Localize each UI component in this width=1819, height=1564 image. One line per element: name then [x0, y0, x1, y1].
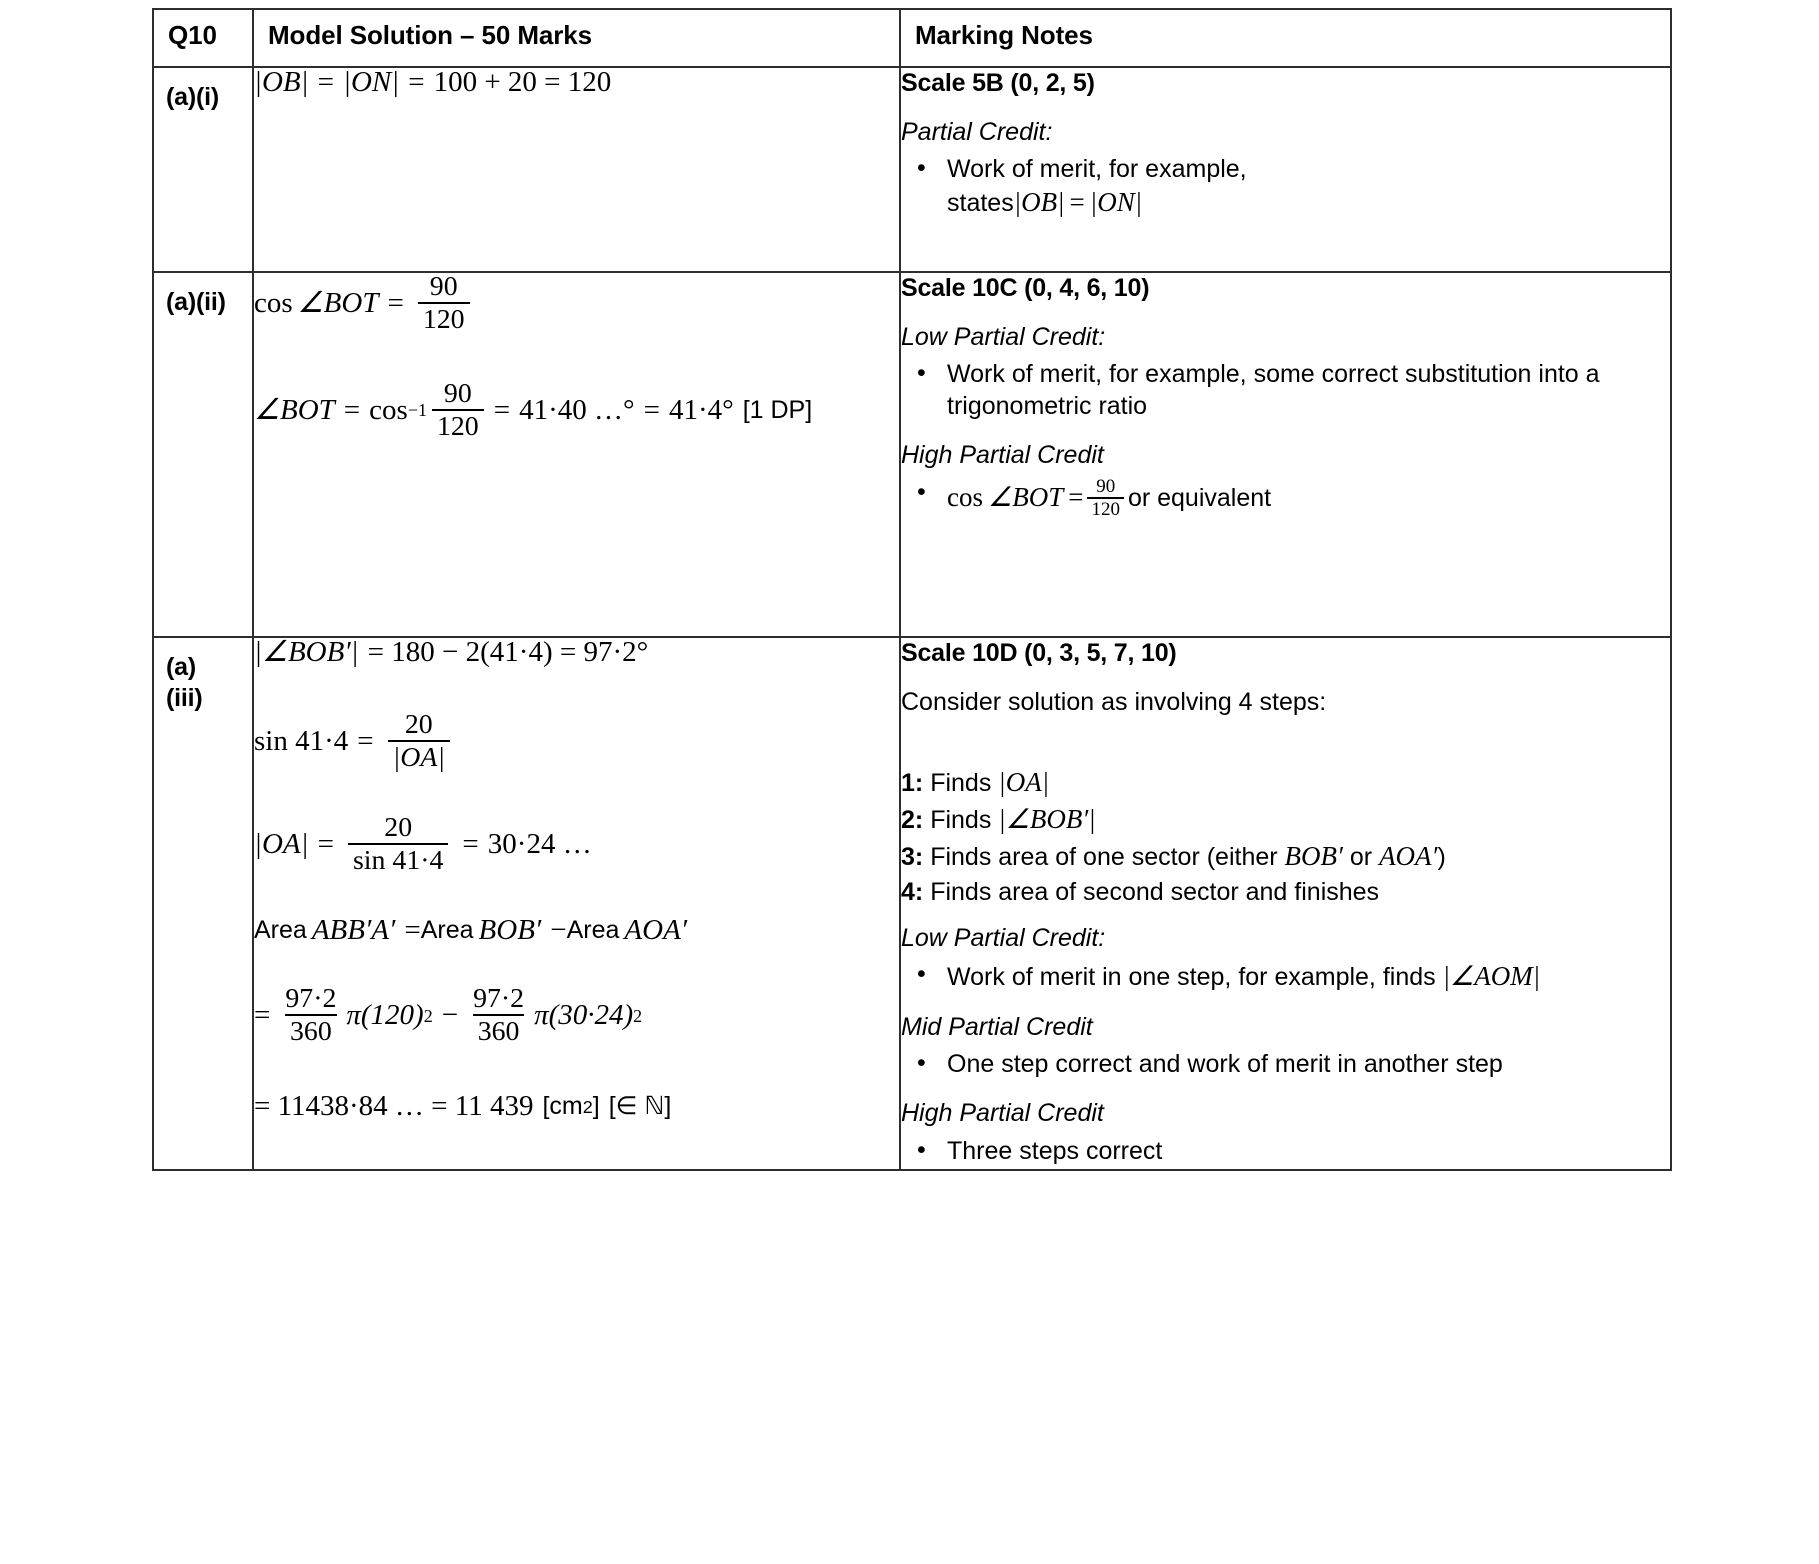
- math-bobprime: BOB′: [478, 914, 542, 947]
- partial-credit-heading-a-i: Partial Credit:: [901, 117, 1053, 146]
- math-sin-41-4: sin 41·4: [254, 724, 349, 757]
- fraction-90-over-120: [1087, 477, 1124, 519]
- step-number: 2:: [901, 806, 924, 835]
- math-oa: |OA|: [254, 827, 309, 860]
- list-item: • Three steps correct: [947, 1135, 1670, 1167]
- solution-line-a-ii-2: [254, 377, 899, 442]
- math-on: |ON|: [342, 66, 400, 98]
- step-item-2: [901, 802, 1670, 837]
- step-item-4: [901, 876, 1670, 909]
- math-equals-2: =: [462, 827, 479, 860]
- math-angle-bob-prime: |∠BOB′|: [998, 804, 1096, 835]
- solution-line-a-iii-3: [254, 811, 899, 876]
- math-exponent-1: 2: [423, 1005, 433, 1026]
- fraction-numerator: 90: [1096, 475, 1116, 497]
- header-cell-notes: [900, 9, 1671, 67]
- steps-intro-text: Consider solution as involving 4 steps:: [901, 687, 1327, 716]
- math-pi-term-2: π(30·24): [534, 999, 634, 1032]
- step-number: 4:: [901, 878, 924, 907]
- low-partial-credit-heading-a-iii: Low Partial Credit:: [901, 923, 1106, 952]
- math-inverse-exponent: −1: [407, 400, 427, 421]
- math-equals: =: [404, 914, 421, 947]
- low-partial-credit-heading-a-ii: Low Partial Credit:: [901, 322, 1106, 351]
- math-minus: −: [441, 999, 459, 1032]
- math-equals: =: [1069, 187, 1085, 217]
- solution-line-a-ii-1: [254, 273, 899, 334]
- decimal-place-note: [1 DP]: [742, 395, 813, 424]
- scale-label-a-iii: Scale 10D (0, 3, 5, 7, 10): [901, 639, 1177, 667]
- question-label-a-ii: (a)(ii): [166, 288, 226, 316]
- solution-cell-a-ii: [253, 272, 900, 637]
- math-angle-bot: ∠BOT: [254, 393, 335, 426]
- fraction-numerator: 90: [443, 377, 472, 409]
- fraction-90-over-120: [432, 377, 484, 442]
- header-question-label: Q10: [168, 20, 217, 50]
- solution-line-a-iii-6: [254, 1092, 899, 1121]
- math-equals-1: =: [317, 827, 334, 860]
- question-label-cell-a-ii: [153, 272, 253, 637]
- spacer: [901, 735, 1670, 765]
- list-item: • One step correct and work of merit in another step: [947, 1048, 1670, 1080]
- table-header-row: [153, 9, 1671, 67]
- question-label-line1: (a): [166, 653, 196, 681]
- fraction-numerator: 20: [404, 709, 433, 740]
- math-abbprimeaprime: ABB′A′: [311, 914, 396, 947]
- math-angle-bot: ∠BOT: [988, 482, 1064, 513]
- step-item-3: [901, 839, 1670, 874]
- step-text: Finds area of second sector and finishes: [930, 878, 1380, 907]
- low-credit-bullet-list-a-iii: [901, 959, 1670, 994]
- step-item-1: [901, 765, 1670, 800]
- question-label-a-i: (a)(i): [166, 83, 219, 111]
- header-cell-question: [153, 9, 253, 67]
- mid-partial-credit-heading-a-iii: Mid Partial Credit: [901, 1012, 1093, 1041]
- fraction-denominator: sin 41·4: [348, 843, 448, 875]
- list-item: [947, 153, 1670, 220]
- equivalent-note: or equivalent: [1127, 483, 1272, 512]
- question-label-a-iii: [154, 638, 252, 715]
- solution-line-a-iii-4: [254, 916, 899, 945]
- math-cos-bot-fraction: [947, 477, 1271, 519]
- fraction-20-over-sin: [348, 811, 448, 876]
- label-area-3: Area: [566, 916, 620, 945]
- fraction-numerator: 97·2: [285, 983, 337, 1015]
- list-item: [947, 477, 1670, 519]
- step-text: Finds: [930, 806, 999, 835]
- notes-cell-a-i: [900, 67, 1671, 272]
- step-text-2: or: [1342, 843, 1380, 872]
- math-aoaprime: AOA′: [624, 914, 688, 947]
- math-expression: 100 + 20 = 120: [433, 66, 612, 98]
- math-ob: |OB|: [254, 66, 309, 98]
- step-number: 3:: [901, 843, 924, 872]
- math-exponent-2: 2: [633, 1005, 643, 1026]
- solution-line-a-iii-2: [254, 711, 899, 772]
- solution-line-a-i-1: [254, 68, 899, 97]
- fraction-97-2-over-360-first: [280, 985, 341, 1046]
- fraction-denominator: 360: [285, 1014, 337, 1046]
- fraction-denominator: 120: [418, 302, 470, 334]
- fraction-denominator: 360: [473, 1014, 525, 1046]
- math-equals-1: =: [317, 66, 334, 98]
- solution-cell-a-i: [253, 67, 900, 272]
- bullet-text: Work of merit in one step, for example, finds: [947, 963, 1443, 992]
- math-cos: • cos: [947, 482, 983, 513]
- high-credit-bullet-list-a-iii: [901, 1135, 1670, 1167]
- math-oa: |OA|: [998, 767, 1050, 797]
- math-value-unrounded: 41·40 …°: [519, 393, 635, 426]
- math-aoaprime: AOA′: [1379, 841, 1438, 872]
- solution-line-a-iii-1: [254, 638, 899, 667]
- step-text: Finds area of one sector (either: [930, 843, 1285, 872]
- list-item: • Work of merit, for example, some correct substitution into a trigonometric ratio: [947, 358, 1670, 422]
- math-equals-2: =: [408, 66, 425, 98]
- question-label-line2: (iii): [166, 684, 203, 713]
- header-solution-label: Model Solution – 50 Marks: [268, 20, 593, 50]
- bullet-text-line2-prefix: states: [947, 189, 1014, 217]
- math-equals-2: =: [493, 393, 511, 426]
- fraction-denominator: 120: [432, 409, 484, 441]
- math-on: |ON|: [1089, 187, 1143, 217]
- notes-bullet-list-a-i: [901, 153, 1670, 220]
- bullet-text-line1: Work of merit, for example,: [947, 155, 1247, 183]
- notes-cell-a-ii: [900, 272, 1671, 637]
- fraction-90-over-120: [418, 273, 470, 334]
- fraction-numerator: 90: [429, 271, 458, 302]
- math-cos: cos: [254, 286, 293, 319]
- list-item: [947, 959, 1670, 994]
- high-credit-bullet-list-a-ii: [901, 477, 1670, 519]
- math-pi-term-1: π(120): [346, 999, 424, 1032]
- header-cell-solution: [253, 9, 900, 67]
- label-area-1: Area: [254, 916, 307, 945]
- high-partial-credit-heading-a-ii: High Partial Credit: [901, 441, 1104, 469]
- low-credit-bullet-list-a-ii: [901, 358, 1670, 422]
- step-number: 1:: [901, 769, 924, 797]
- math-equals: =: [357, 724, 374, 757]
- step-text: Finds: [930, 769, 999, 797]
- fraction-numerator: 20: [384, 811, 413, 843]
- scale-label-a-i: Scale 5B (0, 2, 5): [901, 69, 1095, 97]
- header-notes-label: Marking Notes: [915, 20, 1093, 50]
- math-bobprime: BOB′: [1284, 841, 1343, 872]
- table-row-a-i: [153, 67, 1671, 272]
- math-equals-3: =: [643, 393, 660, 426]
- fraction-97-2-over-360-second: [468, 985, 529, 1046]
- math-equals: =: [1068, 482, 1084, 513]
- fraction-denominator: 120: [1087, 497, 1124, 519]
- mid-credit-bullet-list-a-iii: [901, 1048, 1670, 1080]
- marking-scheme-table: [152, 8, 1672, 1171]
- unit-close: ]: [592, 1092, 600, 1121]
- math-angle-bot: ∠BOT: [297, 286, 379, 319]
- set-membership-note: [∈ ℕ]: [608, 1092, 672, 1121]
- unit-open: [cm: [542, 1092, 583, 1121]
- question-label-cell-a-iii: [153, 637, 253, 1170]
- solution-cell-a-iii: [253, 637, 900, 1170]
- step-text-3: ): [1437, 843, 1446, 872]
- table-row-a-ii: [153, 272, 1671, 637]
- math-value-oa: 30·24 …: [487, 827, 592, 860]
- math-expression: = 180 − 2(41·4) = 97·2°: [367, 636, 649, 668]
- math-ob: |OB|: [1013, 187, 1065, 217]
- label-area-2: Area: [420, 916, 474, 945]
- math-equals: =: [387, 286, 404, 319]
- unit-exponent: 2: [582, 1096, 593, 1117]
- math-angle-aom: |∠AOM|: [1442, 961, 1541, 992]
- fraction-numerator: 97·2: [473, 983, 525, 1015]
- scale-label-a-ii: Scale 10C (0, 4, 6, 10): [901, 274, 1150, 302]
- math-equals-1: =: [343, 393, 361, 426]
- notes-cell-a-iii: [900, 637, 1671, 1170]
- math-minus: −: [550, 914, 567, 947]
- math-cos: cos: [369, 393, 408, 426]
- math-angle-bob-prime: |∠BOB′|: [254, 636, 359, 668]
- solution-steps-list: [901, 765, 1670, 909]
- math-value-rounded: 41·4°: [668, 393, 734, 426]
- solution-line-a-iii-5: [254, 985, 899, 1046]
- table-row-a-iii: [153, 637, 1671, 1170]
- high-partial-credit-heading-a-iii: High Partial Credit: [901, 1099, 1104, 1128]
- fraction-denominator: |OA|: [388, 740, 450, 772]
- fraction-20-over-oa: [388, 711, 450, 772]
- math-equals: =: [254, 999, 271, 1032]
- math-final-expression: = 11438·84 … = 11 439: [254, 1090, 534, 1123]
- question-label-cell-a-i: [153, 67, 253, 272]
